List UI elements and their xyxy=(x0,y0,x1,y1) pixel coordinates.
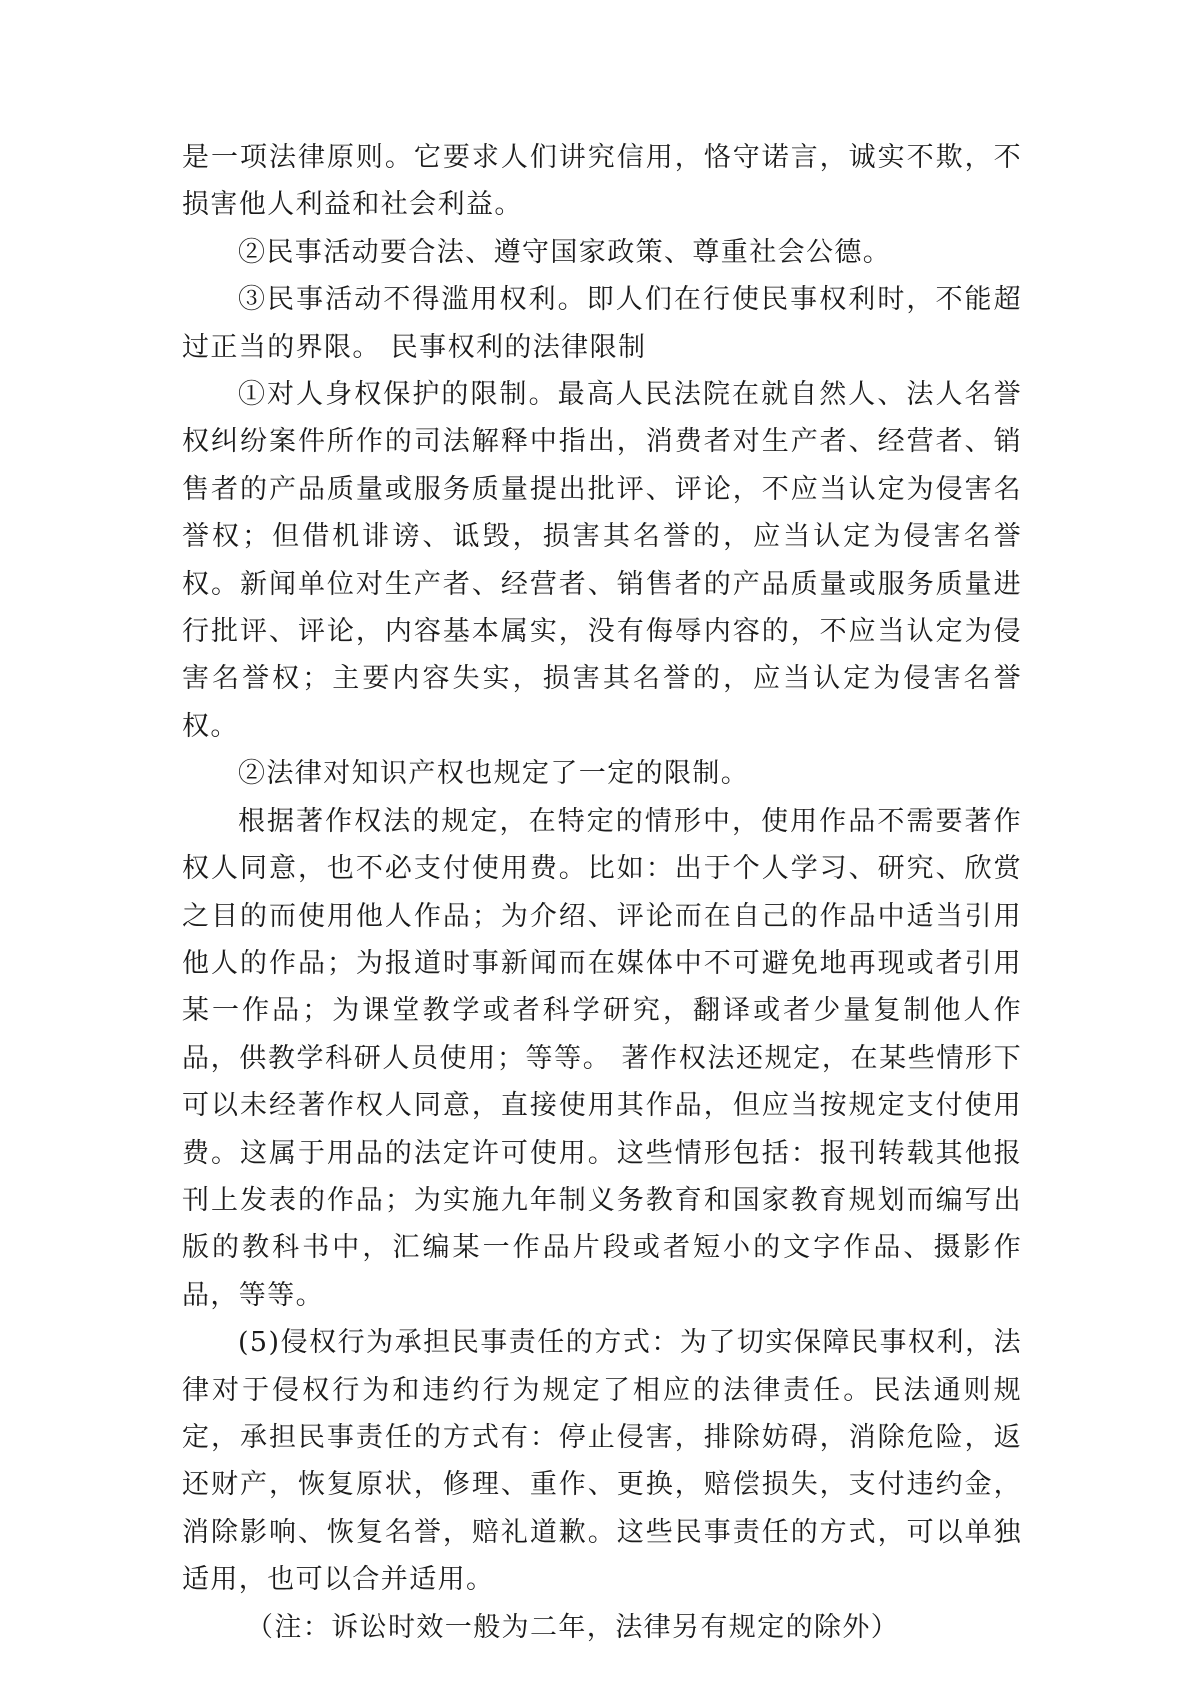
paragraph-good-faith-continued: 是一项法律原则。它要求人们讲究信用，恪守诺言，诚实不欺，不损害他人利益和社会利益。 xyxy=(182,142,1022,221)
paragraph-personal-rights-limits: ①对人身权保护的限制。最高人民法院在就自然人、法人名誉权纠纷案件所作的司法解释中指出，消费者对生产者、经营者、销售者的产品质量或服务质量提出批评、评论，不应当认定为侵害名誉权；但借机诽谤、诋毁，损害其名誉的，应当认定为侵害名誉权。新闻单位对生产者、经营者、销售者的产品质量或服务质量进行批评、评论，内容基本属实，没有侮辱内容的，不应当认定为侵害名誉权；主要内容失实，损害其名誉的，应当认定为侵害名誉权。 xyxy=(182,379,1022,742)
document-body xyxy=(182,134,1022,1651)
paragraph-ip-limits: ②法律对知识产权也规定了一定的限制。 xyxy=(238,758,750,790)
paragraph-note: （注：诉讼时效一般为二年，法律另有规定的除外） xyxy=(246,1611,900,1643)
paragraph-copyright-law: 根据著作权法的规定，在特定的情形中，使用作品不需要著作权人同意，也不必支付使用费。比如：出于个人学习、研究、欣赏之目的而使用他人作品；为介绍、评论而在自己的作品中适当引用他人的作品；为报道时事新闻而在媒体中不可避免地再现或者引用某一作品；为课堂教学或者科学研究，翻译或者少量复制他人作品，供教学科研人员使用；等等。 著作权法还规定，在某些情形下可以未经著作权人同意，直接使用其作品，但应当按规定支付使用费。这属于用品的法定许可使用。这些情形包括：报刊转载其他报刊上发表的作品；为实施九年制义务教育和国家教育规划而编写出版的教科书中，汇编某一作品片段或者短小的文字作品、摄影作品，等等。 xyxy=(182,805,1022,1311)
paragraph-no-abuse-of-rights: ③民事活动不得滥用权利。即人们在行使民事权利时，不能超过正当的界限。 民事权利的法律限制 xyxy=(182,284,1022,363)
paragraph-lawful-activity: ②民事活动要合法、遵守国家政策、尊重社会公德。 xyxy=(238,236,892,268)
paragraph-civil-liability: (5)侵权行为承担民事责任的方式：为了切实保障民事权利，法律对于侵权行为和违约行为规定了相应的法律责任。民法通则规定，承担民事责任的方式有：停止侵害，排除妨碍，消除危险，返还财产，恢复原状，修理、重作、更换，赔偿损失，支付违约金，消除影响、恢复名誉，赔礼道歉。这些民事责任的方式，可以单独适用，也可以合并适用。 xyxy=(182,1327,1022,1596)
